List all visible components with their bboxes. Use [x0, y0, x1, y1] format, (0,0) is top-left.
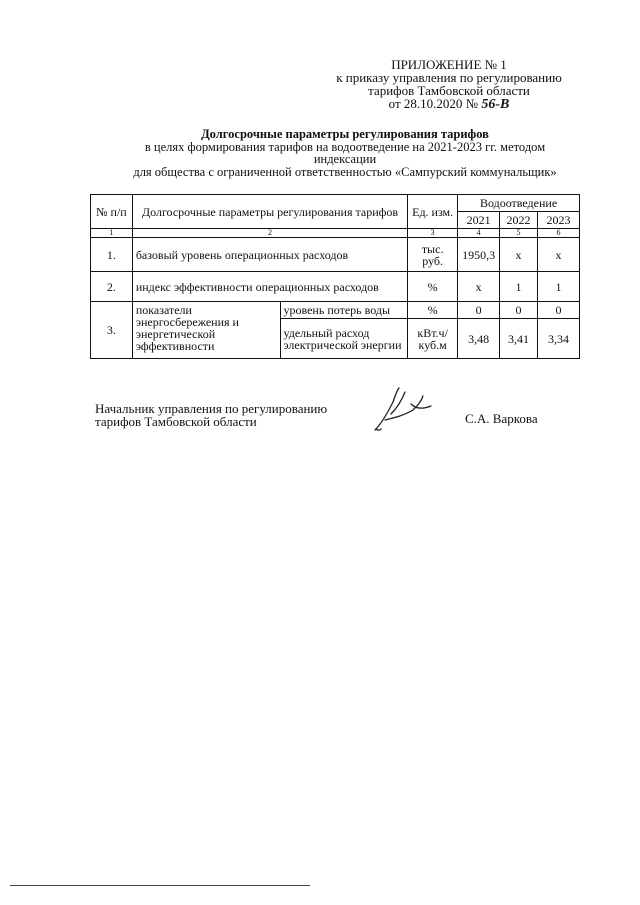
order-reference-line: к приказу управления по регулированию — [336, 70, 562, 85]
row-value: 0 — [538, 302, 580, 319]
row-param: удельный расход электрической энергии — [280, 319, 408, 359]
title-line-3: индексации — [313, 152, 377, 166]
header-param: Долгосрочные параметры регулирования тарифов — [132, 195, 407, 229]
table-row — [91, 272, 580, 302]
col-number: 2 — [132, 229, 407, 238]
row-param: базовый уровень операционных расходов — [132, 238, 407, 272]
row-num: 2. — [91, 272, 133, 302]
row-value: х — [500, 238, 538, 272]
signature-block — [95, 402, 565, 428]
authority-line: тарифов Тамбовской области — [368, 83, 530, 98]
row-value: 1 — [538, 272, 580, 302]
header-unit: Ед. изм. — [408, 195, 458, 229]
row-value: 3,48 — [458, 319, 500, 359]
col-number: 5 — [500, 229, 538, 238]
signatory-name: С.А. Варкова — [465, 411, 538, 426]
parameters-table — [90, 194, 580, 359]
footer-divider — [10, 885, 310, 886]
col-number: 4 — [458, 229, 500, 238]
appendix-header — [318, 58, 580, 111]
title-line-4: для общества с ограниченной ответственностью «Сампурский коммунальщик» — [133, 164, 557, 179]
row-value: 1 — [500, 272, 538, 302]
table-row — [91, 302, 580, 319]
header-year: 2021 — [458, 212, 500, 229]
row-param: индекс эффективности операционных расходов — [132, 272, 407, 302]
row-num: 3. — [91, 302, 133, 359]
appendix-title: ПРИЛОЖЕНИЕ № 1 — [391, 57, 507, 72]
row-num: 1. — [91, 238, 133, 272]
row-value: 3,34 — [538, 319, 580, 359]
row-group: показатели энергосбережения и энергетической эффективности — [132, 302, 280, 359]
document-title — [95, 128, 595, 178]
row-unit: тыс. руб. — [408, 238, 458, 272]
row-unit: кВт.ч/ куб.м — [408, 319, 458, 359]
table-row — [91, 238, 580, 272]
order-number: 56-В — [481, 97, 510, 112]
column-number-row — [91, 229, 580, 238]
row-value: х — [538, 238, 580, 272]
row-value: 3,41 — [500, 319, 538, 359]
col-number: 1 — [91, 229, 133, 238]
row-value: 0 — [500, 302, 538, 319]
row-unit: % — [408, 272, 458, 302]
header-group: Водоотведение — [458, 195, 580, 212]
col-number: 3 — [408, 229, 458, 238]
order-date-line — [318, 97, 580, 111]
row-value: 1950,3 — [458, 238, 500, 272]
handwritten-signature — [367, 384, 437, 434]
table-header-row — [91, 195, 580, 212]
header-year: 2022 — [500, 212, 538, 229]
row-param: уровень потерь воды — [280, 302, 408, 319]
signatory-title-line-1: Начальник управления по регулированию — [95, 401, 328, 416]
row-unit: % — [408, 302, 458, 319]
header-year: 2023 — [538, 212, 580, 229]
title-line-1: Долгосрочные параметры регулирования тарифов — [201, 127, 489, 141]
signatory-title-line-2: тарифов Тамбовской области — [95, 414, 257, 429]
title-line-2: в целях формирования тарифов на водоотведение на 2021-2023 гг. методом — [144, 139, 546, 154]
row-value: х — [458, 272, 500, 302]
order-date: от 28.10.2020 № — [388, 96, 479, 111]
col-number: 6 — [538, 229, 580, 238]
header-num: № п/п — [91, 195, 133, 229]
row-value: 0 — [458, 302, 500, 319]
